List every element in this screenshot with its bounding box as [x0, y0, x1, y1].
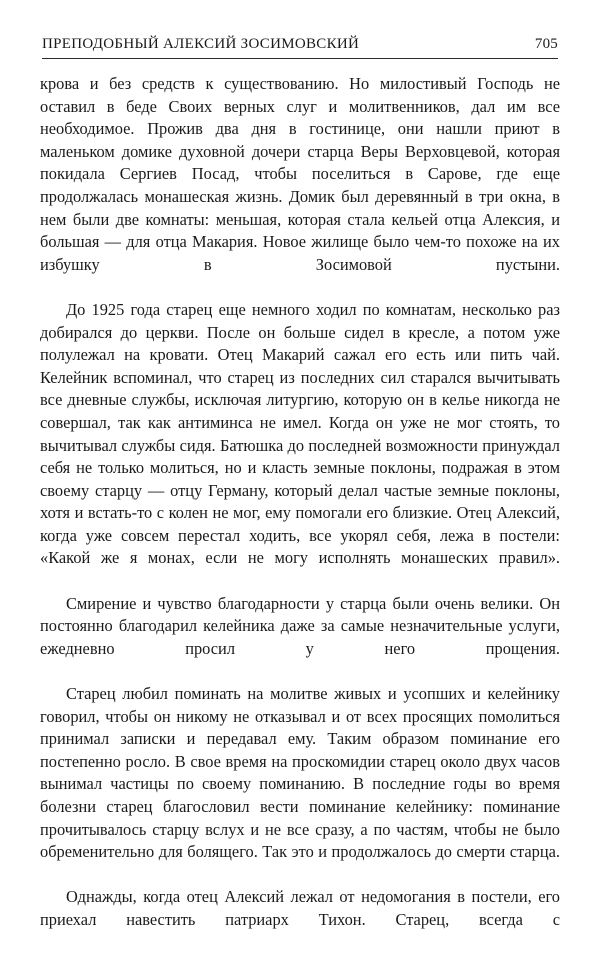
- paragraph: Смирение и чувство благодарности у старца были очень велики. Он постоянно благодарил келейника даже за самые незначительные услуги, ежедневно просил у него прощения.: [40, 593, 560, 658]
- paragraph: крова и без средств к существованию. Но милостивый Господь не оставил в беде Своих верных слуг и молитвенников, дал им все необходимое. Прожив два дня в гостинице, они нашли приют в маленьком домике духовной дочери старца Веры Верховцевой, которая покидала Сергиев Посад, чтобы поселиться в Сарове, где еще продолжалась монашеская жизнь. Домик был деревянный в три окна, в нем были две комнаты: меньшая, которая стала кельей отца Алексия, и большая — для отца Макария. Новое жилище было чем-то похоже на их избушку в Зосимовой пустыни.: [40, 74, 560, 274]
- body-text: [40, 73, 560, 954]
- paragraph: Старец любил поминать на молитве живых и усопших и келейнику говорил, чтобы он никому не отказывал и от всех просящих помолиться принимал записки и передавал ему. Таким образом поминание его постепенно росло. В свое время на проскомидии старец около двух часов вынимал частицы по своему поминанию. В последние годы во время болезни старец благословил вести поминание келейнику: поминание прочитывалось старцу вслух и не все сразу, а по частям, чтобы не было обременительно для болящего. Так это и продолжалось до смерти старца.: [40, 684, 560, 862]
- running-head: [40, 36, 560, 58]
- running-head-title: ПРЕПОДОБНЫЙ АЛЕКСИЙ ЗОСИМОВСКИЙ: [42, 36, 360, 52]
- paragraph: До 1925 года старец еще немного ходил по комнатам, несколько раз добирался до церкви. После он больше сидел в кресле, а потом уже полулежал на кровати. Отец Макарий сажал его есть или пить чай. Келейник вспоминал, что старец из последних сил старался вычитывать все дневные службы, исключая литургию, которую он в келье никогда не совершал, так как антиминса не имел. Когда он уже не мог стоять, то вычитывал службы сидя. Батюшка до последней возможности принуждал себя не только молиться, но и класть земные поклоны, подражая в этом своему старцу — отцу Герману, который делал частые земные поклоны, хотя и встать-то с колен не мог, ему помогали его близкие. Отец Алексий, когда уже совсем перестал ходить, все укорял себя, лежа в постели: «Какой же я монах, если не могу исполнять монашеских правил».: [40, 299, 560, 568]
- paragraph: Однажды, когда отец Алексий лежал от недомогания в постели, его приехал навестить патриарх Тихон. Старец, всегда с: [40, 887, 560, 929]
- header-divider: [42, 58, 558, 59]
- page-number: 705: [534, 36, 558, 52]
